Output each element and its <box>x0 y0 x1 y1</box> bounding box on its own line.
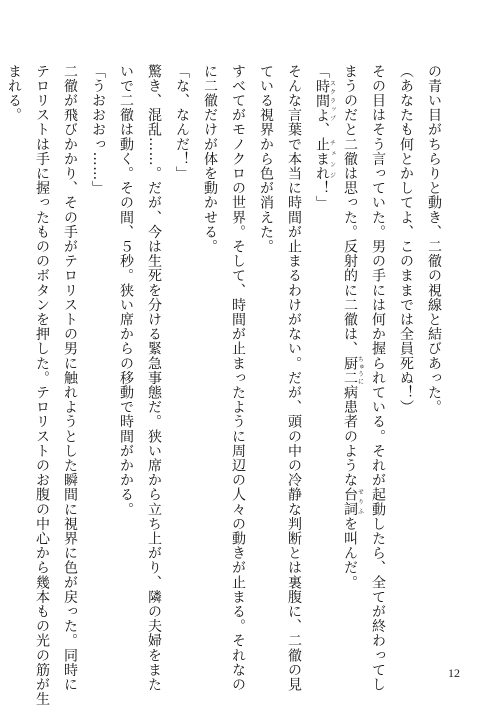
text-line-1: の青い目がちらりと動き、二徹の視線と結びあった。 <box>426 64 442 415</box>
text-line-16: まれる。 <box>6 64 22 123</box>
spell-word-2-text: 止まれ <box>314 137 330 181</box>
vertical-text-body <box>6 64 448 707</box>
text-line-11: 驚き、混乱……。だが、今は生死を分ける緊急事態だ。狭い席から立ち上がり、隣の夫婦をまた <box>146 64 162 692</box>
spell-middle: 、 <box>314 122 330 138</box>
text-line-6: そんな言葉で本当に時間が止まるわけがない。だが、頭の中の冷静な判断とは裏腹に、二徹の見 <box>286 64 302 692</box>
text-line-10: 「な、なんだ！」 <box>174 64 190 181</box>
page-number: 12 <box>448 666 460 680</box>
text-line-8: すべてがモノクロの世界。そして、時間が止まったように周辺の人々の動きが止まる。それなの <box>230 64 246 692</box>
text-line-2: （あなたも何とかしてよ、このままでは全員死ぬ！） <box>398 64 414 415</box>
open-quote: 「 <box>314 64 330 79</box>
spell-word-1-text: 時間よ <box>314 78 330 123</box>
spell-word-1 <box>314 78 336 123</box>
text-line-3: その目はそう言っていた。男の手には何か握られている。それが起動したら、全てが終わってし <box>370 64 386 692</box>
spell-word-2 <box>314 137 336 181</box>
text-line-12: いで二徹は動く。その間、５秒。狭い席からの移動で時間がかかる。 <box>118 64 134 517</box>
furigana-serifu: 台詞せりふ <box>342 487 364 517</box>
text-line-13: 「うおおおっ……」 <box>90 64 106 196</box>
spell-word-2-ruby: チェンジ <box>328 137 336 181</box>
text-line-15: テロリストは手に握ったもののボタンを押した。テロリストのお腹の中心から幾本もの光の筋が生 <box>34 64 50 707</box>
text-line-4: まうのだと二徹は思った。反射的に二徹は、厨二ちゅうに病患者のような台詞せりふを叫んだ。 <box>342 64 364 590</box>
text-line-7: ている視界から色が消えた。 <box>258 64 274 254</box>
furigana-chuuni: 厨二ちゅうに <box>342 356 364 386</box>
text-line-14: 二徹が飛びかかり、その手がテロリストの男に触れようとした瞬間に視界に色が戻った。同時に <box>62 64 78 692</box>
text-line-9: に二徹だけが体を動かせる。 <box>202 64 218 254</box>
spell-word-1-ruby: スクラップ <box>328 78 336 123</box>
text-line-5-spell <box>308 64 336 650</box>
close-quote: ！」 <box>314 180 330 211</box>
